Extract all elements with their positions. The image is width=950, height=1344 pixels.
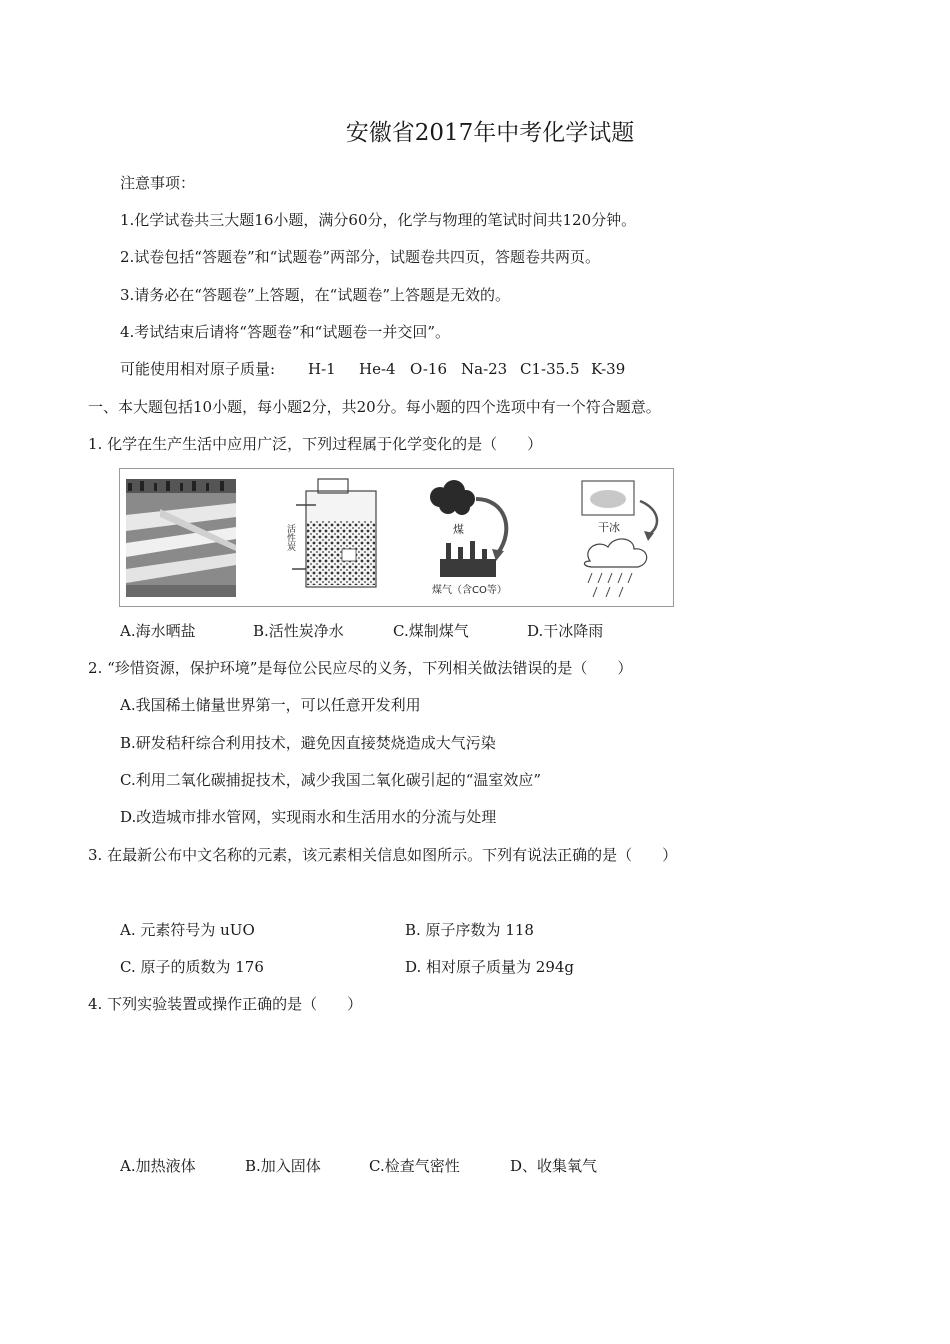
atomic-mass-o: O-16 <box>410 360 448 378</box>
notice-heading: 注意事项： <box>120 174 196 192</box>
q3-option-b: B. 原子序数为 118 <box>405 921 534 939</box>
q3-option-d: D. 相对原子质量为 294g <box>405 958 575 976</box>
activated-carbon-filter-image <box>292 479 376 587</box>
q3-option-c: C. 原子的质数为 176 <box>120 958 264 976</box>
q1-option-a: A.海水晒盐 <box>120 622 196 640</box>
atomic-mass-he: He-4 <box>359 360 396 378</box>
q4-option-c: C.检查气密性 <box>369 1157 460 1175</box>
q4-option-d: D、收集氧气 <box>510 1157 598 1175</box>
carbon-label: 活性炭 <box>285 524 295 551</box>
page-title: 安徽省2017年中考化学试题 <box>345 120 635 146</box>
section-heading: 一、本大题包括10小题，每小题2分，共20分。每小题的四个选项中有一个符合题意。 <box>88 398 661 416</box>
q3-option-a: A. 元素符号为 uUO <box>120 921 255 939</box>
notice-item-1: 1.化学试卷共三大题16小题，满分60分，化学与物理的笔试时间共120分钟。 <box>120 211 637 229</box>
notice-item-4: 4.考试结束后请将“答题卷”和“试题卷一并交回”。 <box>120 323 450 341</box>
q1-stem: 1. 化学在生产生活中应用广泛，下列过程属于化学变化的是（ ） <box>88 435 543 453</box>
atomic-mass-cl: C1-35.5 <box>520 360 580 378</box>
notice-item-2: 2.试卷包括“答题卷”和“试题卷”两部分，试题卷共四页，答题卷共两页。 <box>120 248 600 266</box>
q2-stem: 2. “珍惜资源，保护环境”是每位公民应尽的义务，下列相关做法错误的是（ ） <box>88 659 633 677</box>
q4-option-b: B.加入固体 <box>245 1157 321 1175</box>
coal-to-gas-image <box>430 480 506 577</box>
q3-stem: 3. 在最新公布中文名称的元素，该元素相关信息如图所示。下列有说法正确的是（ ） <box>88 846 678 864</box>
q1-figure <box>119 468 674 607</box>
atomic-mass-h: H-1 <box>308 360 336 378</box>
salt-pans-image <box>126 479 236 597</box>
q2-option-d: D.改造城市排水管网，实现雨水和生活用水的分流与处理 <box>120 808 497 826</box>
dry-ice-rain-image <box>582 481 657 597</box>
q1-option-b: B.活性炭净水 <box>253 622 344 640</box>
dry-ice-label: 干冰 <box>598 521 620 534</box>
coal-label: 煤 <box>453 523 464 536</box>
atomic-mass-na: Na-23 <box>461 360 508 378</box>
q2-option-c: C.利用二氧化碳捕捉技术，减少我国二氧化碳引起的“温室效应” <box>120 771 542 789</box>
atomic-mass-k: K-39 <box>591 360 626 378</box>
atomic-mass-label: 可能使用相对原子质量: <box>120 360 276 378</box>
notice-item-3: 3.请务必在“答题卷”上答题，在“试题卷”上答题是无效的。 <box>120 286 510 304</box>
q2-option-a: A.我国稀土储量世界第一，可以任意开发利用 <box>120 696 421 714</box>
q4-stem: 4. 下列实验装置或操作正确的是（ ） <box>88 995 363 1013</box>
q1-option-c: C.煤制煤气 <box>393 622 469 640</box>
q1-option-d: D.干冰降雨 <box>527 622 604 640</box>
q2-option-b: B.研发秸秆综合利用技术，避免因直接焚烧造成大气污染 <box>120 734 496 752</box>
q4-option-a: A.加热液体 <box>120 1157 196 1175</box>
gas-label: 煤气（含CO等） <box>432 585 507 596</box>
